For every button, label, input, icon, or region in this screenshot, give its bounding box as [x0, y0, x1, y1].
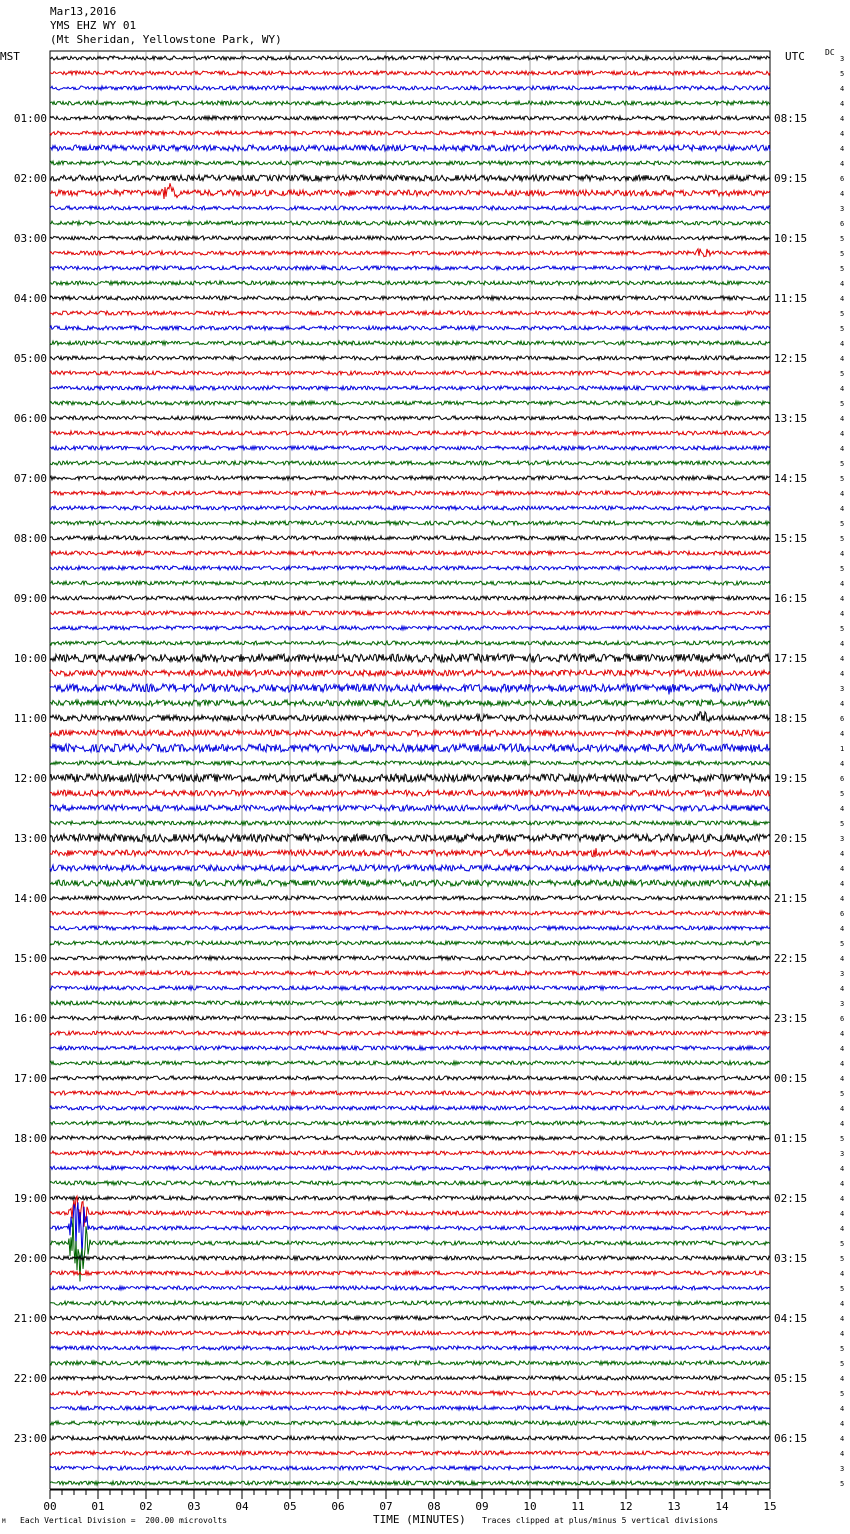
left-hour-label: 18:00	[13, 1132, 47, 1145]
dc-offset-label: 4	[840, 190, 845, 198]
trace-line	[50, 790, 770, 796]
dc-offset-label: 5	[840, 400, 845, 408]
dc-offset-label: 5	[840, 1240, 845, 1248]
trace-line	[50, 774, 770, 782]
left-hour-label: 20:00	[13, 1252, 47, 1265]
header-location: (Mt Sheridan, Yellowstone Park, WY)	[50, 33, 282, 46]
right-hour-label: 08:15	[774, 112, 808, 125]
dc-offset-label: 5	[840, 370, 845, 378]
dc-offset-label: 4	[840, 865, 845, 873]
dc-offset-label: 4	[840, 580, 845, 588]
dc-offset-label: 4	[840, 1165, 845, 1173]
dc-offset-label: 4	[840, 1330, 845, 1338]
left-hour-label: 14:00	[13, 892, 47, 905]
dc-label: DC	[825, 48, 835, 57]
trace-line	[50, 1202, 770, 1256]
dc-offset-label: 4	[840, 1435, 845, 1443]
dc-offset-label: 3	[840, 1465, 845, 1473]
trace-line	[50, 86, 770, 90]
dc-offset-label: 5	[840, 940, 845, 948]
trace-line	[50, 848, 770, 857]
trace-line	[50, 1376, 770, 1380]
dc-offset-label: 4	[840, 160, 845, 168]
trace-line	[50, 431, 770, 435]
dc-offset-label: 4	[840, 1375, 845, 1383]
right-hour-label: 00:15	[774, 1072, 808, 1085]
trace-line	[50, 1106, 770, 1110]
trace-line	[50, 116, 770, 120]
trace-line	[50, 1136, 770, 1140]
left-hour-label: 12:00	[13, 772, 47, 785]
right-hour-label: 11:15	[774, 292, 808, 305]
dc-offset-label: 5	[840, 520, 845, 528]
trace-line	[50, 1076, 770, 1080]
trace-line	[50, 1286, 770, 1290]
x-tick-label: 08	[427, 1500, 441, 1513]
dc-offset-label: 4	[840, 1225, 845, 1233]
dc-offset-label: 5	[840, 535, 845, 543]
right-hour-label: 10:15	[774, 232, 808, 245]
x-tick-label: 15	[763, 1500, 777, 1513]
trace-line	[50, 131, 770, 135]
x-tick-label: 03	[187, 1500, 201, 1513]
dc-offset-label: 4	[840, 1420, 845, 1428]
trace-line	[50, 1196, 770, 1200]
trace-line	[50, 296, 770, 300]
dc-offset-label: 6	[840, 910, 845, 918]
trace-line	[50, 71, 770, 75]
trace-line	[50, 654, 770, 662]
dc-offset-label: 4	[840, 1060, 845, 1068]
dc-offset-label: 4	[840, 1405, 845, 1413]
dc-offset-label: 5	[840, 1390, 845, 1398]
trace-line	[50, 1016, 770, 1020]
left-hour-label: 15:00	[13, 952, 47, 965]
trace-line	[50, 1181, 770, 1185]
right-hour-label: 21:15	[774, 892, 808, 905]
dc-offset-label: 4	[840, 610, 845, 618]
trace-line	[50, 596, 770, 600]
trace-line	[50, 356, 770, 360]
dc-offset-label: 3	[840, 55, 845, 63]
trace-line	[50, 700, 770, 706]
trace-line	[50, 896, 770, 900]
dc-offset-label: 4	[840, 1270, 845, 1278]
trace-line	[50, 236, 770, 240]
trace-line	[50, 956, 770, 960]
left-timezone-label: MST	[0, 50, 20, 63]
trace-line	[50, 581, 770, 585]
trace-line	[50, 986, 770, 990]
right-hour-label: 03:15	[774, 1252, 808, 1265]
trace-line	[50, 311, 770, 315]
dc-offset-label: 5	[840, 1090, 845, 1098]
x-tick-label: 05	[283, 1500, 297, 1513]
left-hour-label: 10:00	[13, 652, 47, 665]
dc-offset-label: 5	[840, 1255, 845, 1263]
trace-line	[50, 1271, 770, 1275]
dc-offset-label: 6	[840, 220, 845, 228]
dc-offset-label: 6	[840, 1015, 845, 1023]
footer-scale-note: Each Vertical Division = 200.00 microvolts	[20, 1516, 228, 1525]
dc-offset-label: 4	[840, 490, 845, 498]
dc-offset-label: 4	[840, 355, 845, 363]
left-hour-label: 03:00	[13, 232, 47, 245]
right-hour-label: 20:15	[774, 832, 808, 845]
trace-line	[50, 1196, 770, 1227]
trace-line	[50, 712, 770, 722]
trace-line	[50, 1421, 770, 1425]
dc-offset-label: 4	[840, 955, 845, 963]
left-hour-label: 02:00	[13, 172, 47, 185]
right-timezone-label: UTC	[785, 50, 805, 63]
dc-offset-label: 5	[840, 625, 845, 633]
dc-offset-label: 6	[840, 715, 845, 723]
dc-offset-label: 5	[840, 1285, 845, 1293]
trace-line	[50, 730, 770, 736]
dc-offset-label: 5	[840, 1360, 845, 1368]
dc-offset-label: 5	[840, 70, 845, 78]
x-tick-label: 12	[619, 1500, 633, 1513]
dc-offset-label: 4	[840, 805, 845, 813]
x-tick-label: 06	[331, 1500, 345, 1513]
trace-line	[50, 1451, 770, 1455]
dc-offset-label: 4	[840, 895, 845, 903]
trace-line	[50, 326, 770, 330]
left-hour-label: 09:00	[13, 592, 47, 605]
right-hour-label: 15:15	[774, 532, 808, 545]
trace-line	[50, 476, 770, 480]
trace-line	[50, 1001, 770, 1005]
dc-offset-label: 5	[840, 235, 845, 243]
dc-offset-label: 4	[840, 925, 845, 933]
right-hour-label: 23:15	[774, 1012, 808, 1025]
trace-line	[50, 1151, 770, 1155]
trace-line	[50, 1256, 770, 1260]
dc-offset-label: 4	[840, 700, 845, 708]
dc-offset-label: 5	[840, 475, 845, 483]
dc-offset-label: 5	[840, 250, 845, 258]
trace-line	[50, 1031, 770, 1035]
right-hour-label: 12:15	[774, 352, 808, 365]
right-hour-label: 13:15	[774, 412, 808, 425]
trace-line	[50, 744, 770, 752]
right-hour-label: 18:15	[774, 712, 808, 725]
trace-line	[50, 971, 770, 975]
header-station: YMS EHZ WY 01	[50, 19, 137, 32]
right-hour-label: 16:15	[774, 592, 808, 605]
right-hour-label: 14:15	[774, 472, 808, 485]
dc-offset-label: 4	[840, 730, 845, 738]
dc-offset-label: 4	[840, 445, 845, 453]
trace-line	[50, 1046, 770, 1050]
dc-offset-label: 4	[840, 100, 845, 108]
trace-line	[50, 880, 770, 886]
trace-line	[50, 1121, 770, 1125]
trace-line	[50, 566, 770, 570]
left-hour-label: 01:00	[13, 112, 47, 125]
dc-offset-label: 5	[840, 565, 845, 573]
dc-offset-label: 4	[840, 670, 845, 678]
footer-corner-mark: M	[2, 1518, 6, 1525]
trace-line	[50, 551, 770, 555]
dc-offset-label: 4	[840, 295, 845, 303]
dc-offset-label: 4	[840, 415, 845, 423]
trace-line	[50, 401, 770, 405]
right-hour-label: 19:15	[774, 772, 808, 785]
dc-offset-label: 4	[840, 1045, 845, 1053]
dc-offset-label: 5	[840, 1135, 845, 1143]
dc-offset-label: 5	[840, 1345, 845, 1353]
dc-offset-label: 4	[840, 1105, 845, 1113]
trace-line	[50, 1406, 770, 1410]
dc-offset-label: 4	[840, 1195, 845, 1203]
trace-line	[50, 341, 770, 345]
trace-line	[50, 1316, 770, 1320]
trace-line	[50, 249, 770, 257]
right-hour-label: 17:15	[774, 652, 808, 665]
x-tick-label: 02	[139, 1500, 153, 1513]
trace-line	[50, 1061, 770, 1065]
trace-line	[50, 506, 770, 510]
dc-offset-label: 3	[840, 205, 845, 213]
dc-offset-label: 4	[840, 1300, 845, 1308]
right-hour-label: 05:15	[774, 1372, 808, 1385]
right-hour-label: 22:15	[774, 952, 808, 965]
right-hour-label: 01:15	[774, 1132, 808, 1145]
x-tick-label: 11	[571, 1500, 585, 1513]
dc-offset-label: 5	[840, 820, 845, 828]
dc-offset-label: 4	[840, 1180, 845, 1188]
dc-offset-label: 5	[840, 265, 845, 273]
trace-line	[50, 206, 770, 210]
trace-line	[50, 161, 770, 165]
x-axis-label: TIME (MINUTES)	[373, 1513, 466, 1526]
dc-offset-label: 4	[840, 1450, 845, 1458]
trace-line	[50, 416, 770, 420]
trace-line	[50, 1436, 770, 1440]
dc-offset-label: 4	[840, 1315, 845, 1323]
dc-offset-label: 4	[840, 505, 845, 513]
left-hour-label: 07:00	[13, 472, 47, 485]
dc-offset-label: 4	[840, 760, 845, 768]
right-hour-label: 06:15	[774, 1432, 808, 1445]
left-hour-label: 17:00	[13, 1072, 47, 1085]
trace-line	[50, 1466, 770, 1470]
left-hour-label: 19:00	[13, 1192, 47, 1205]
trace-line	[50, 941, 770, 945]
trace-line	[50, 461, 770, 465]
dc-offset-label: 4	[840, 280, 845, 288]
trace-line	[50, 281, 770, 285]
trace-line	[50, 865, 770, 871]
left-hour-label: 05:00	[13, 352, 47, 365]
trace-line	[50, 805, 770, 811]
dc-offset-label: 3	[840, 1150, 845, 1158]
trace-line	[50, 670, 770, 676]
trace-line	[50, 761, 770, 765]
x-tick-label: 10	[523, 1500, 537, 1513]
trace-line	[50, 101, 770, 105]
trace-line	[50, 1091, 770, 1095]
dc-offset-label: 4	[840, 430, 845, 438]
x-tick-label: 13	[667, 1500, 681, 1513]
dc-offset-label: 4	[840, 655, 845, 663]
dc-offset-label: 5	[840, 325, 845, 333]
trace-line	[50, 684, 770, 695]
dc-offset-label: 5	[840, 1480, 845, 1488]
trace-line	[50, 145, 770, 151]
dc-offset-label: 4	[840, 640, 845, 648]
dc-offset-label: 4	[840, 145, 845, 153]
x-tick-label: 09	[475, 1500, 489, 1513]
trace-line	[50, 1331, 770, 1335]
trace-line	[50, 1361, 770, 1365]
trace-line	[50, 1481, 770, 1485]
dc-offset-label: 3	[840, 685, 845, 693]
trace-line	[50, 1301, 770, 1305]
header-date: Mar13,2016	[50, 5, 117, 18]
trace-line	[50, 821, 770, 825]
x-tick-label: 14	[715, 1500, 729, 1513]
dc-offset-label: 5	[840, 460, 845, 468]
trace-line	[50, 221, 770, 225]
dc-offset-label: 4	[840, 880, 845, 888]
left-hour-label: 06:00	[13, 412, 47, 425]
trace-line	[50, 536, 770, 540]
trace-line	[50, 926, 770, 930]
trace-line	[50, 626, 770, 630]
left-hour-label: 22:00	[13, 1372, 47, 1385]
left-hour-label: 04:00	[13, 292, 47, 305]
dc-offset-label: 3	[840, 1000, 845, 1008]
dc-offset-label: 3	[840, 835, 845, 843]
dc-offset-label: 5	[840, 310, 845, 318]
left-hour-label: 16:00	[13, 1012, 47, 1025]
left-hour-label: 08:00	[13, 532, 47, 545]
trace-line	[50, 371, 770, 375]
dc-offset-label: 4	[840, 550, 845, 558]
dc-offset-label: 6	[840, 775, 845, 783]
trace-line	[50, 491, 770, 495]
dc-offset-label: 4	[840, 85, 845, 93]
trace-line	[50, 266, 770, 270]
x-tick-label: 00	[43, 1500, 57, 1513]
dc-offset-label: 1	[840, 745, 845, 753]
dc-offset-label: 4	[840, 850, 845, 858]
dc-offset-label: 4	[840, 985, 845, 993]
trace-line	[50, 641, 770, 645]
dc-offset-label: 4	[840, 1030, 845, 1038]
dc-offset-label: 3	[840, 970, 845, 978]
trace-line	[50, 521, 770, 525]
right-hour-label: 02:15	[774, 1192, 808, 1205]
trace-line	[50, 386, 770, 390]
dc-offset-label: 4	[840, 385, 845, 393]
x-tick-label: 04	[235, 1500, 249, 1513]
dc-offset-label: 4	[840, 595, 845, 603]
trace-line	[50, 834, 770, 842]
trace-line	[50, 446, 770, 450]
dc-offset-label: 4	[840, 115, 845, 123]
right-hour-label: 04:15	[774, 1312, 808, 1325]
trace-line	[50, 911, 770, 915]
dc-offset-label: 6	[840, 175, 845, 183]
trace-line	[50, 1346, 770, 1350]
trace-line	[50, 175, 770, 181]
trace-line	[50, 1391, 770, 1395]
trace-line	[50, 56, 770, 60]
dc-offset-label: 4	[840, 130, 845, 138]
dc-offset-label: 4	[840, 1075, 845, 1083]
x-tick-label: 01	[91, 1500, 105, 1513]
dc-offset-label: 5	[840, 790, 845, 798]
left-hour-label: 11:00	[13, 712, 47, 725]
trace-line	[50, 611, 770, 615]
footer-clip-note: Traces clipped at plus/minus 5 vertical divisions	[482, 1516, 719, 1525]
left-hour-label: 13:00	[13, 832, 47, 845]
dc-offset-label: 4	[840, 1210, 845, 1218]
x-tick-label: 07	[379, 1500, 393, 1513]
trace-line	[50, 183, 770, 199]
right-hour-label: 09:15	[774, 172, 808, 185]
left-hour-label: 21:00	[13, 1312, 47, 1325]
dc-offset-label: 4	[840, 1120, 845, 1128]
left-hour-label: 23:00	[13, 1432, 47, 1445]
dc-offset-label: 4	[840, 340, 845, 348]
trace-line	[50, 1166, 770, 1170]
